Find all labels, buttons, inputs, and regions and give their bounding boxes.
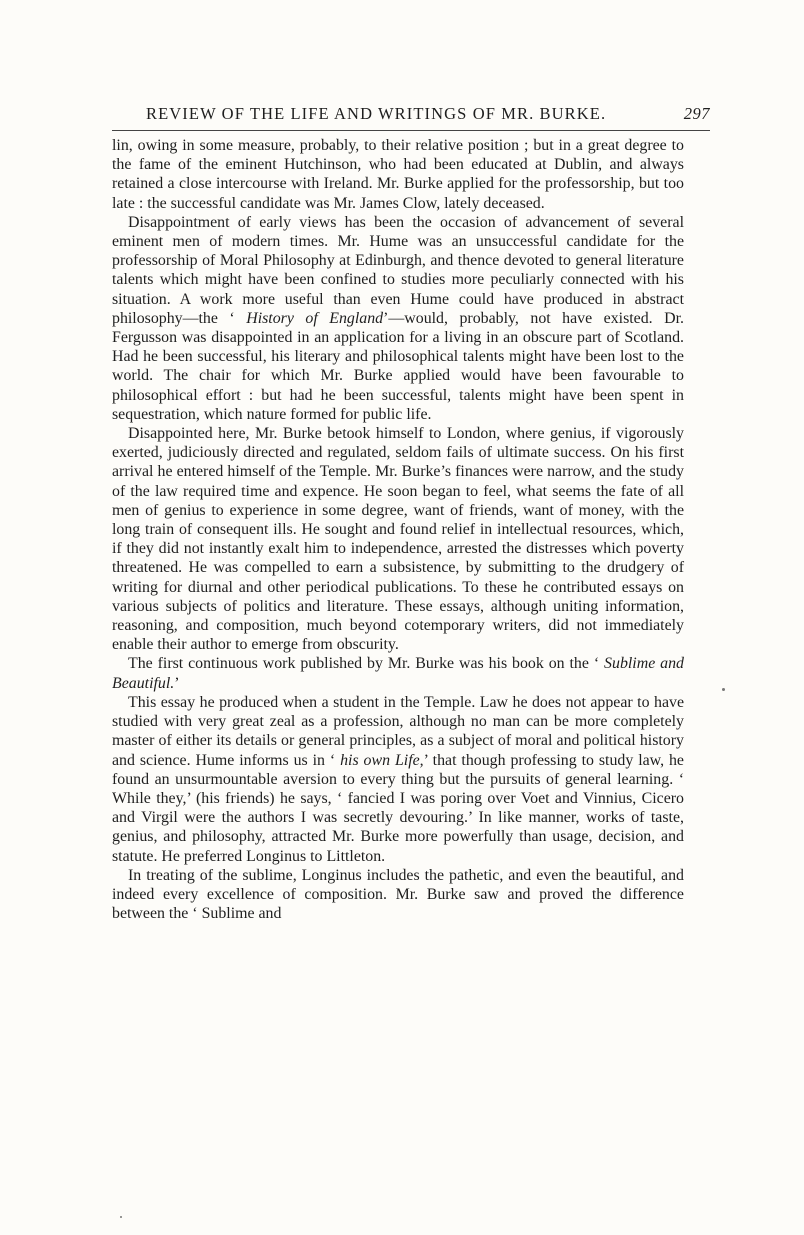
paragraph: In treating of the sublime, Longinus includes the pathetic, and even the beautiful, and indeed every excellence of composition. Mr. Burke saw and proved the difference between the ‘ Sublime and <box>112 866 684 923</box>
ink-speck <box>722 688 725 691</box>
ink-speck <box>120 1216 122 1218</box>
paragraph: lin, owing in some measure, probably, to their relative position ; but in a great degree to the fame of the eminent Hutchinson, who had been educated at Dublin, and always retained a close intercourse with Ireland. Mr. Burke applied for the professorship, but too late : the successful candidate was Mr. James Clow, lately deceased. <box>112 137 684 212</box>
italic-title: History of England <box>246 309 384 327</box>
page-number: 297 <box>683 104 710 123</box>
running-title: REVIEW OF THE LIFE AND WRITINGS OF MR. BURKE. <box>146 104 607 123</box>
body-text <box>112 136 684 923</box>
paragraph: The first continuous work published by Mr. Burke was his book on the ‘ Sublime and Beautiful.’ <box>112 655 684 692</box>
italic-title: his own Life, <box>340 751 424 769</box>
italic-title: Sublime and Beautiful. <box>112 655 684 692</box>
header-rule <box>112 130 710 131</box>
paragraph: Disappointment of early views has been the occasion of advancement of several eminent men of modern times. Mr. Hume was an unsuccessful candidate for the professorship of Moral Philosophy at Edinburgh, and thence devoted to general literature talents which might have been confined to studies more peculiarly connected with his situation. A work more useful than even Hume could have produced in abstract philosophy—the ‘ History of England’—would, probably, not have existed. Dr. Fergusson was disappointed in an application for a living in an obscure part of Scotland. Had he been successful, his literary and philosophical talents might have been lost to the world. The chair for which Mr. Burke applied would have been favourable to philosophical effort : but had he been successful, talents might have been spent in sequestration, which nature formed for public life. <box>112 213 684 423</box>
paragraph: Disappointed here, Mr. Burke betook himself to London, where genius, if vigorously exerted, judiciously directed and regulated, seldom fails of ultimate success. On his first arrival he entered himself of the Temple. Mr. Burke’s finances were narrow, and the study of the law required time and expence. He soon began to feel, what seems the fate of all men of genius to experience in some degree, want of friends, want of money, with the long train of consequent ills. He sought and found relief in intellectual resources, which, if they did not instantly exalt him to independence, arrested the distresses which poverty threatened. He was compelled to earn a subsistence, by submitting to the drudgery of writing for diurnal and other periodical publications. To these he contributed essays on various subjects of politics and literature. These essays, although uniting information, reasoning, and composition, much beyond cotemporary writers, did not immediately enable their author to emerge from obscurity. <box>112 425 684 654</box>
paragraph: This essay he produced when a student in the Temple. Law he does not appear to have studied with very great zeal as a profession, although no man can be more completely master of either its details or general principles, as a subject of moral and political history and science. Hume informs us in ‘ his own Life,’ that though professing to study law, he found an unsurmountable aversion to every thing but the pursuits of general learning. ‘ While they,’ (his friends) he says, ‘ fancied I was poring over Voet and Vinnius, Cicero and Virgil were the authors I was secretly devouring.’ In like manner, works of taste, genius, and philosophy, attracted Mr. Burke more powerfully than usage, decision, and statute. He preferred Longinus to Littleton. <box>112 693 684 865</box>
running-head <box>112 104 710 128</box>
